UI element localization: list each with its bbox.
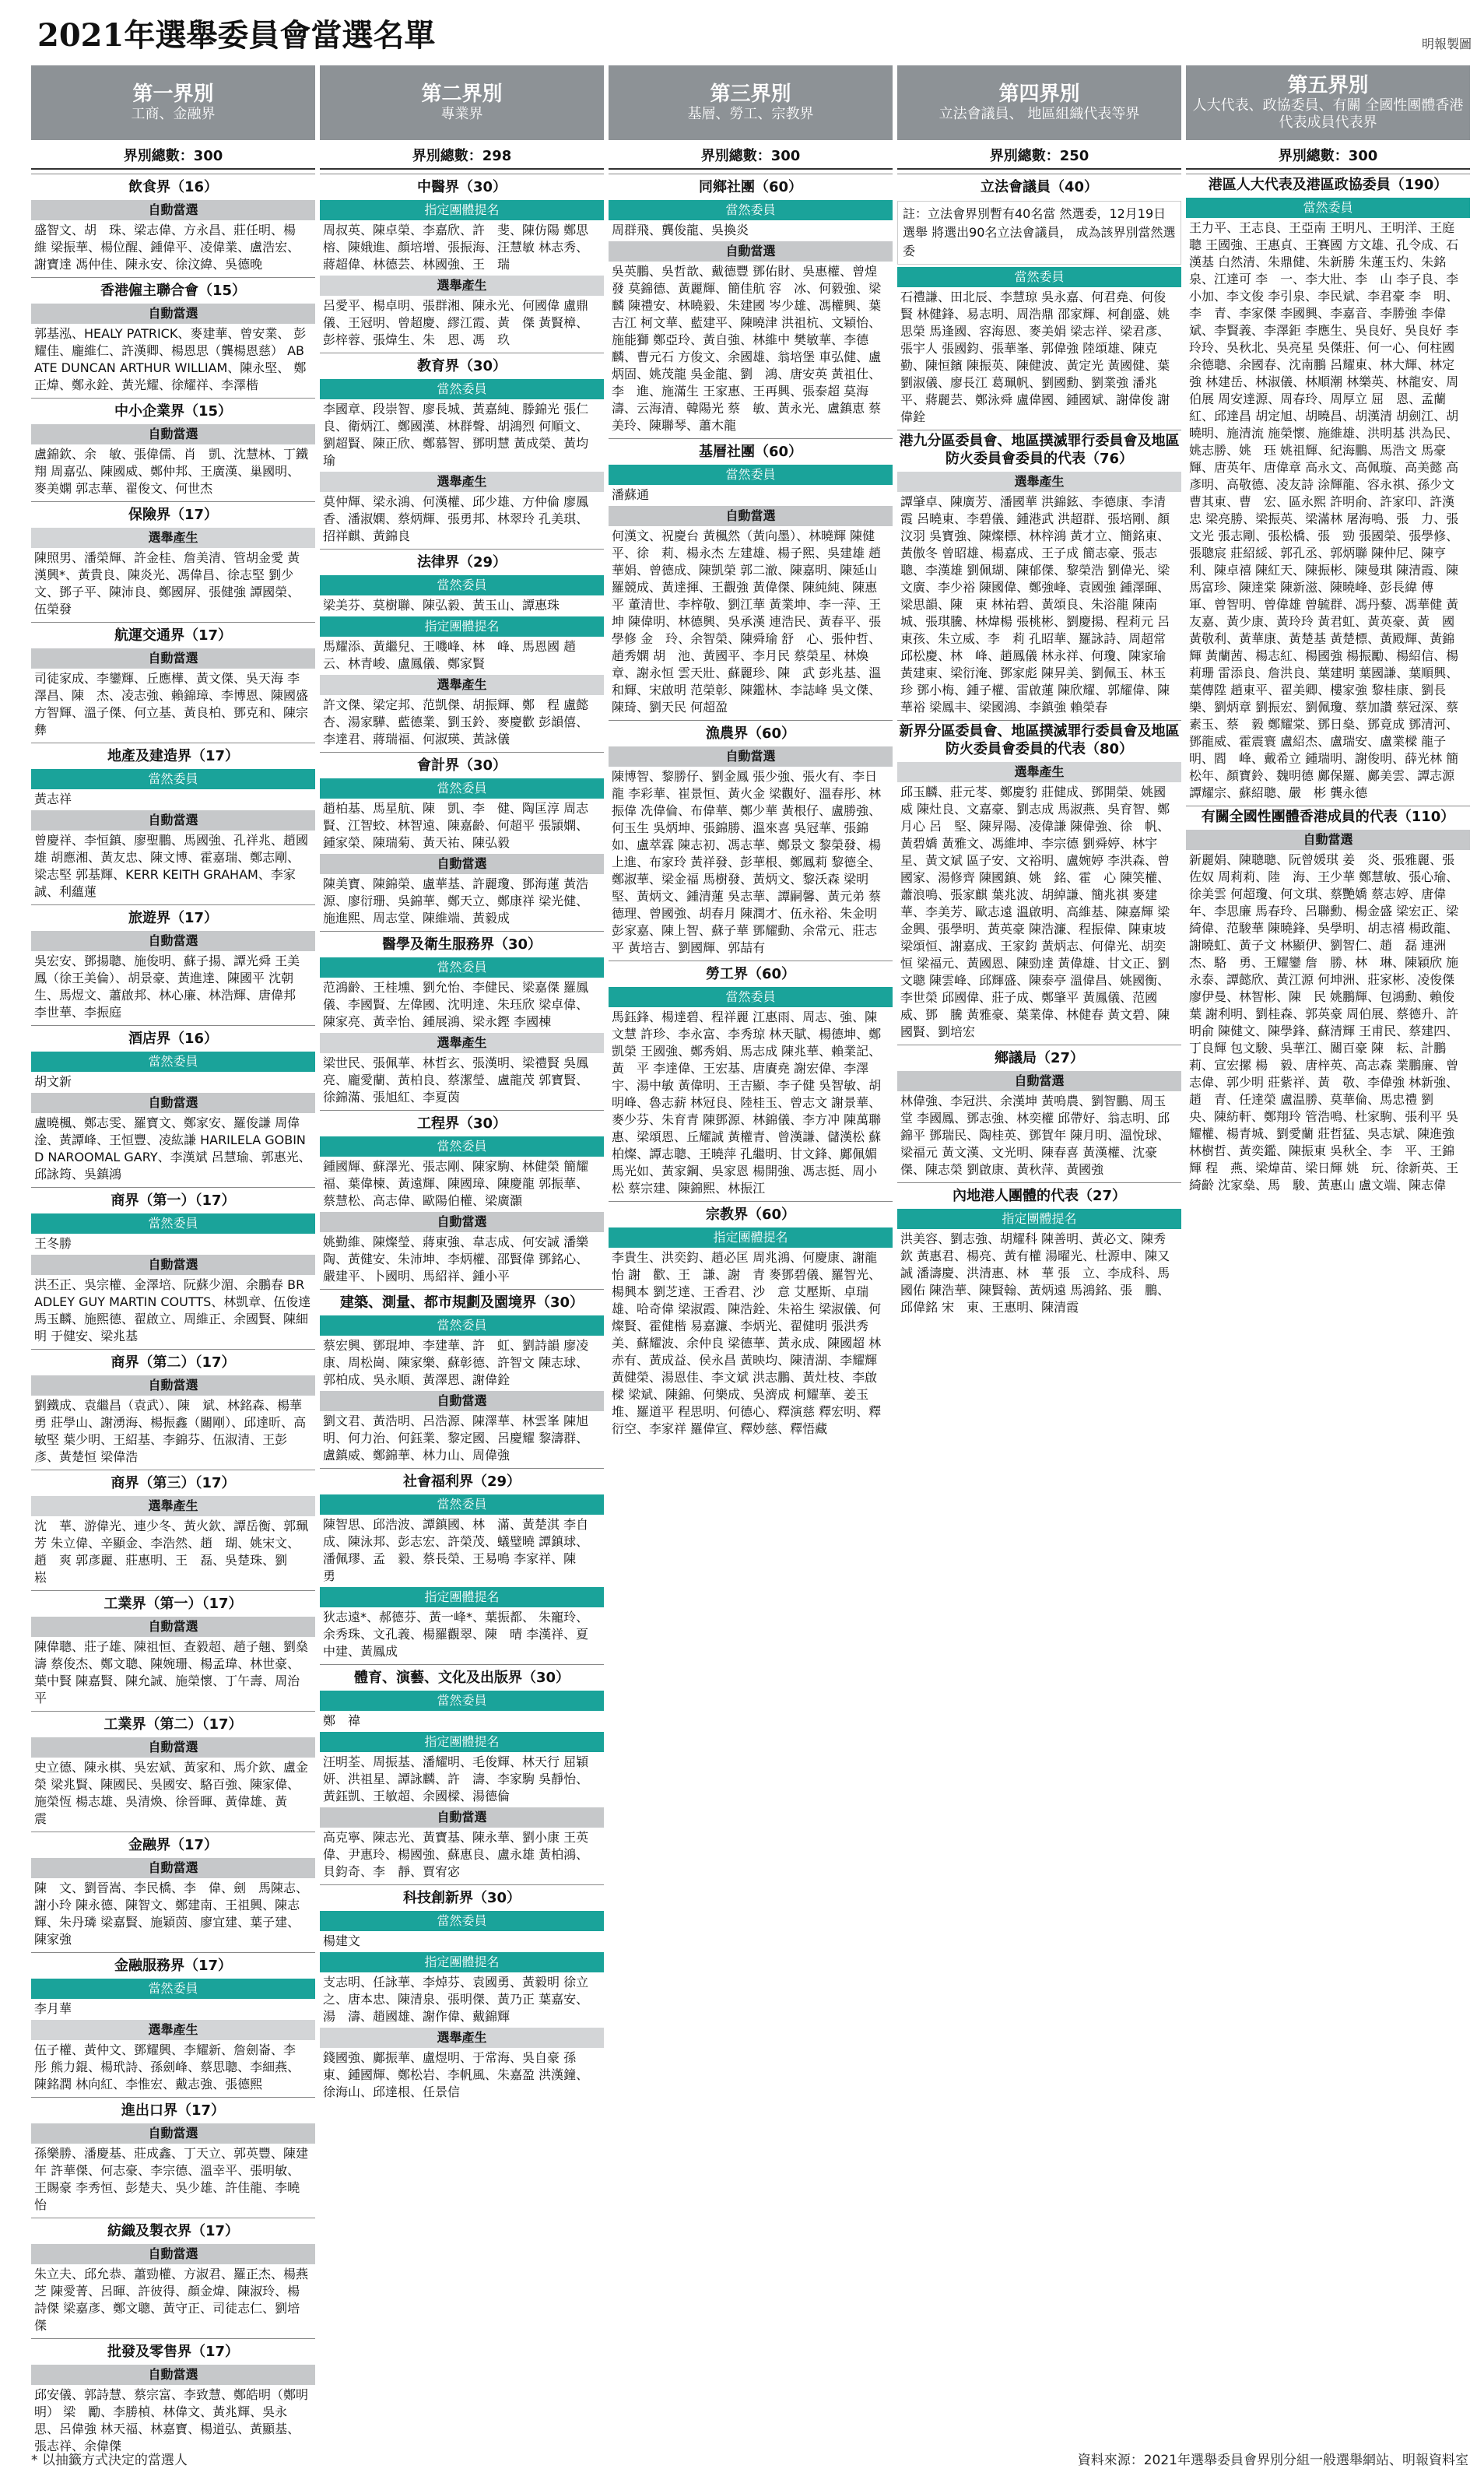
member-names: 呂愛平、楊卓明、張群湘、陳永光、何國偉 盧鼎儀、王冠明、曾超慶、繆江霞、黃 傑 黃賢樟、彭梓蓉、張煒生、朱 恩、馮 玖 (323, 298, 589, 347)
sector-heading: 中小企業界（15） (31, 398, 315, 422)
sector-heading: 會計界（30） (320, 752, 604, 776)
sector-heading: 航運交通界（17） (31, 622, 315, 646)
member-type-label: 自動當選 (320, 1807, 604, 1828)
column-header (897, 65, 1181, 140)
member-type-label: 當然委員 (897, 267, 1181, 287)
sector-heading: 工業界（第二）（17） (31, 1711, 315, 1735)
member-names: 盧曉楓、鄭志雯、羅寶文、鄭家安、羅俊謙 周偉淦、黃譚峰、王恒豐、凌紘謙 HARILELA GOBIND NAROOMAL GARY、李漢斌 呂慧瑜、郭惠光、邱詠筠、吳鎮鴻 (34, 1115, 311, 1182)
member-type-label: 自動當選 (609, 746, 893, 767)
sector-heading: 商界（第三）（17） (31, 1470, 315, 1494)
sector-note: 註：立法會界別暫有40名當 然選委，12月19日選舉 將選出90名立法會議員， 成為該界別當然選委 (897, 201, 1181, 265)
member-type-label: 當然委員 (609, 465, 893, 485)
member-type-label: 當然委員 (320, 575, 604, 595)
member-names: 邱安儀、郭詩慧、蔡宗富、李致慧、鄭皓明（鄭明明） 梁 勵、李勝楨、林偉文、黃兆輝、吳永思、呂偉強 林天福、林嘉寶、楊道弘、黃顯基、張志祥、余偉傑 (34, 2387, 309, 2453)
member-names: 新麗娟、陳聰聰、阮曾媛琪 姜 炎、張雅麗、張佐奴 周莉莉、陸 海、王少華 鄭慧敏、張心瑜、徐美雲 何超瓊、何文琪、蔡艷嬌 蔡志婷、唐偉年、李思廉 馬春玲、呂聯勳、楊金盛 梁宏正、梁綺偉、范駿華 陳曉鋒、吳學明、胡志禧 楊政龍、謝曉虹、黃子文 林顯伊、劉智仁、趙 磊 連洲杰、駱 勇、王耀鑾 詹 勝、林 琳、陳穎欣 施永泰、譚懿欣、黃江源 何坤洲、莊家彬、凌俊傑 廖伊曼、林智彬、陳 民 姚鵬輝、包鴻勳、賴俊葉 謝利明、劉桂森、郭英豪 周伯展、蔡德升、許明俞 陳健文、陳學鋒、蘇清輝 王甫民、蔡建四、丁良輝 包文駿、吳華江、關百豪 陳 耘、計鵬莉、宣宏摞 楊 毅、唐梓英、高志森 業鵬廉、曾志偉、郭少明 莊紫祥、黃 敬、李偉強 林新強、趙 青、任達榮 盧温勝、莫華倫、馬忠禮 劉 央、陳紡軒、鄭翔玲 管浩鳴、杜家駒、張利平 吳耀權、楊青城、劉愛蘭 莊哲猛、吳志斌、陳進強 林樹哲、黃奕鑑、陳振東 吳秋全、李 平、王錦輝 程 燕、梁煒苗、梁日輝 姚 玩、徐新英、王綺齡 沈家燊、馬 駿、黃惠山 盧文端、陳志偉 (1189, 852, 1459, 1192)
sector-heading: 有關全國性團體香港成員的代表（110） (1186, 806, 1470, 827)
member-names: 梁美芬、莫樹聯、陳弘毅、黃玉山、譚惠珠 (323, 598, 560, 613)
sector-heading: 立法會議員（40） (897, 174, 1181, 198)
member-type-label: 自動當選 (31, 1255, 315, 1275)
sector-heading: 進出口界（17） (31, 2097, 315, 2121)
member-type-label: 自動當選 (31, 1093, 315, 1113)
member-names: 陳 文、劉晉嵩、李民橋、李 偉、劍 馬陳志、謝小玲 陳永德、陳智文、鄭建南、王祖興、陳志輝、朱丹璘 梁嘉賢、施穎茵、廖宜建、葉子建、陳家強 (34, 1881, 309, 1947)
sector-heading: 保險界（17） (31, 501, 315, 525)
member-type-label: 自動當選 (31, 2244, 315, 2264)
member-names: 蔡宏興、鄧琨坤、李建華、許 虹、劉詩韻 廖凌康、周松崗、陳家樂、蘇彰德、許智文 陳志球、郭柏成、吳永順、黃澤恩、謝偉銓 (323, 1338, 589, 1387)
member-names: 史立德、陳永棋、吳宏斌、黃家和、馬介欽、盧金榮 梁兆賢、陳國民、吳國安、駱百強、陳家偉、施榮恆 楊志雄、吳清煥、徐晉暉、黃偉雄、黃 震 (34, 1760, 309, 1826)
sector-heading: 法律界（29） (320, 549, 604, 573)
sector-heading: 港九分區委員會、地區撲滅罪行委員會及地區防火委員會委員的代表（76） (897, 430, 1181, 469)
member-names: 李國章、段崇智、廖長城、黃嘉純、滕錦光 張仁良、衛炳江、鄭國漢、林群聲、胡鴻烈 何順文、劉超賢、陳正欣、鄭慕智、鄧明慧 黃成榮、黃均瑜 (323, 402, 589, 468)
sector-heading: 金融服務界（17） (31, 1952, 315, 1976)
member-names: 馬鈺鋒、楊達碧、程祥麗 江惠雨、周志、強、陳文慧 許珍、李永富、李秀琼 林天賦、楊德坤、鄭凱榮 王國強、鄭秀娟、馬志成 陳兆華、賴業記、黃 平 李達偉、王宏基、唐賡堯 謝宏偉、李澤宇、湯中敏 黃偉明、王吉顯、李子健 吳智敏、胡明峰、魯志薪 林冠良、陸桂玉、曾志文 謝景華、麥少芬、朱育青 陳鄧源、林錦儀、李方冲 陳萬聯惠、梁頌恩、丘耀誠 黃權青、曾漢謙、儲漢松 蘇柏燦、譚志聰、王曉萍 孔繼明、甘文鋒、鄺佩媚 馬光如、黃家鋼、吳家恩 楊開強、馮志挺、周小松 蔡宗建、陳錦熙、林振江 (612, 1010, 882, 1196)
member-names: 狄志遠*、郝德芬、黃一峰*、葉振都、 朱寵玲、余秀珠、文孔義、楊羅觀翠、陳 晴 李漢祥、夏中建、黃鳳成 (323, 1610, 589, 1659)
member-type-label: 自動當選 (320, 1212, 604, 1232)
member-names: 吳英鵬、吳哲歆、戴德豐 鄧佑財、吳惠權、曾煌發 莫錦德、黃麗輝、簡佳航 容 冰、何毅強、梁 麟 陳禮安、林曉毅、朱建國 岑少雄、馮權興、葉吉江 柯文華、藍建平、陳曉津 洪祖杭、文穎怡、施能獅 鄭亞玲、黃自強、林維中 樊敏華、李德麟、曹元石 方俊文、余國雄、翁培堡 車弘健、盧炳固、姚茂龍 吳金龍、劉 鴻、唐安英 黃祖仕、李 進、施滿生 王家惠、王再興、張泰超 莫海濤、云海清、韓陽光 蔡 敏、黃永光、盧鎮恵 蔡美玲、陳聯琴、蕭木龍 (612, 264, 894, 433)
sector-heading: 中醫界（30） (320, 174, 604, 198)
member-type-label: 選舉產生 (320, 472, 604, 492)
member-type-label: 當然委員 (609, 987, 893, 1007)
sector-heading: 內地港人團體的代表（27） (897, 1182, 1181, 1206)
member-names: 沈 華、游偉光、連少冬、黃火欽、譚岳衡、郭珮芳 朱立偉、辛顯金、李浩然、趙 瑚、姚宋文、趙 爽 郭彥麗、莊惠明、王 磊、吳楚珠、劉 崧 (34, 1519, 309, 1585)
member-type-label: 選舉產生 (320, 675, 604, 695)
sector-heading: 醫學及衛生服務界（30） (320, 931, 604, 955)
member-names: 盧錦欽、余 敏、張偉儒、肖 凱、沈慧林、丁鐵翔 周嘉弘、陳國威、鄭仲邦、王廣漢、巢國明、麥美嫻 郭志華、翟俊文、何世杰 (34, 447, 309, 496)
member-names: 曾慶祥、李恒鎮、廖聖鵬、馬國強、孔祥兆、趙國雄 胡應湘、黃友忠、陳文博、霍嘉瑞、鄭志剛、梁志堅 郭基輝、KERR KEITH GRAHAM、李家誠、利蘊蓮 (34, 833, 309, 899)
sector-heading: 紡織及製衣界（17） (31, 2218, 315, 2242)
member-type-label: 自動當選 (31, 1858, 315, 1878)
sector-heading: 新界分區委員會、地區撲滅罪行委員會及地區防火委員會委員的代表（80） (897, 720, 1181, 760)
member-type-label: 自動當選 (31, 2365, 315, 2385)
column-name: 第一界別 (132, 83, 214, 106)
member-type-label: 自動當選 (31, 304, 315, 324)
sector-heading: 體育、演藝、文化及出版界（30） (320, 1664, 604, 1688)
member-type-label: 當然委員 (31, 769, 315, 789)
member-type-label: 自動當選 (320, 854, 604, 874)
columns-container (31, 65, 1471, 2453)
sector-heading: 商界（第一）（17） (31, 1187, 315, 1211)
column-total: 界別總數：300 (1186, 140, 1470, 170)
member-type-label: 當然委員 (320, 379, 604, 399)
sector-heading: 教育界（30） (320, 353, 604, 377)
member-names: 姚勤維、陳燦瑩、蔣東強、韋志成、何安誠 潘樂陶、黃健安、朱沛坤、李炳權、邵賢偉 鄧銘心、嚴建平、卜國明、馬紹祥、鍾小平 (323, 1234, 589, 1284)
member-names: 陳美寶、陳錦榮、盧華基、許麗瓊、鄧海蓮 黃浩源、廖衍珊、吳錦華、鄭天立、鄭康祥 梁光健、施進熙、周志堂、陳維端、黃毅成 (323, 876, 589, 925)
member-names: 莫仲輝、梁永鴻、何漢權、邱少雄、方仲倫 廖鳳香、潘淑嫻、蔡炳輝、張勇邦、林翠玲 孔美琪、招祥麒、黃錦良 (323, 494, 589, 543)
sector-heading: 批發及零售界（17） (31, 2338, 315, 2362)
member-type-label: 當然委員 (609, 200, 893, 220)
sector-heading: 商界（第二）（17） (31, 1349, 315, 1373)
column-name: 第四界別 (998, 83, 1080, 106)
member-type-label: 當然委員 (320, 1315, 604, 1336)
member-names: 陳偉聰、莊子雄、陳祖恒、查毅超、趙子翹、劉燊濤 蔡俊杰、鄭文聰、陳婉珊、楊孟瑋、林世豪、葉中賢 陳嘉賢、陳允誠、施榮懷、丁午壽、周治平 (34, 1639, 309, 1705)
column-total: 界別總數：250 (897, 140, 1181, 170)
column-subtitle: 專業界 (440, 106, 483, 122)
column-name: 第五界別 (1287, 74, 1369, 97)
member-type-label: 選舉產生 (31, 2020, 315, 2040)
member-type-label: 自動當選 (31, 648, 315, 669)
column-1 (31, 65, 315, 2453)
member-type-label: 指定團體提名 (320, 1587, 604, 1607)
member-names: 汪明荃、周振基、潘耀明、毛俊輝、林天行 屈穎妍、洪祖星、譚詠麟、許 濤、李家駒 吳靜怡、黃鈺凱、王敏超、余國樑、湯德倫 (323, 1754, 589, 1803)
member-names: 陳照男、潘榮輝、許金桂、詹美清、管胡金愛 黃漢興*、黃貴良、陳炎光、馮偉昌、徐志堅 劉少文、鄧子平、陳沛良、鄭國屏、張健強 譚國榮、伍榮發 (34, 550, 300, 616)
member-type-label: 當然委員 (320, 1691, 604, 1711)
member-type-label: 指定團體提名 (897, 1209, 1181, 1229)
member-type-label: 選舉產生 (31, 528, 315, 548)
member-type-label: 選舉產生 (320, 1033, 604, 1053)
sector-heading: 港區人大代表及港區政協委員（190） (1186, 174, 1470, 195)
sector-heading: 金融界（17） (31, 1832, 315, 1856)
member-names: 胡文新 (34, 1074, 72, 1089)
member-type-label: 指定團體提名 (320, 616, 604, 637)
member-type-label: 自動當選 (31, 424, 315, 444)
member-type-label: 當然委員 (320, 778, 604, 799)
credit: 明報製圖 (1421, 37, 1472, 51)
member-type-label: 指定團體提名 (320, 200, 604, 220)
member-type-label: 自動當選 (31, 1737, 315, 1758)
member-type-label: 當然委員 (31, 1213, 315, 1234)
member-names: 趙柏基、馬星航、陳 凱、李 健、陶匡淳 周志賢、江智蛟、林智遠、陳嘉齡、何超平 張頴嫻、鍾家榮、陳瑞菊、黃天祐、陳弘毅 (323, 801, 589, 850)
member-names: 何漢文、祝慶台 黃楓然（黃向墨）、林曉輝 陳健平、徐 莉、楊永杰 左建雄、楊子熙、吳建雄 趙華娟、曾德成、陳凱榮 郭二澈、陳嘉明、陳延山 羅競成、黃達揮、王觀強 黃偉傑、陳純純、陳惠平 董清世、李梓敬、劉江華 黃業坤、李一萍、王 坤 陳偉明、林德興、吳承漢 連浩民、黃春平、張學修 金 玲、余智榮、陳舜瑜 舒 心、張仲哲、趙秀嫻 胡 池、黃國平、李月民 蔡榮星、林煥章、謝永恒 雲天壯、蘇麗珍、陳 武 彭兆基、溫和輝、宋啟明 范榮彰、陳鑑林、李誌峰 吳文傑、陳琦、劉天民 何超盈 (612, 529, 894, 715)
member-type-label: 自動當選 (1186, 830, 1470, 850)
sector-heading: 酒店界（16） (31, 1025, 315, 1049)
member-names: 楊建文 (323, 1933, 361, 1948)
column-total: 界別總數：298 (320, 140, 604, 170)
member-names: 范鴻齡、王桂壎、劉允怡、李健民、梁嘉傑 羅鳳儀、李國賢、左偉國、沈明達、朱珏欣 梁卓偉、陳家亮、黃幸怡、鍾展鴻、梁永鏗 李國棟 (323, 980, 589, 1029)
column-header (320, 65, 604, 140)
column-name: 第二界別 (421, 83, 503, 106)
member-type-label: 自動當選 (31, 200, 315, 220)
member-names: 盛智文、胡 珠、梁志偉、方永昌、莊任明、楊 維 梁振華、楊位醒、鍾偉平、凌偉業、盧浩宏、謝寶達 馮仲佳、陳永安、徐汶緯、吳德晚 (34, 223, 309, 272)
member-type-label: 自動當選 (31, 931, 315, 951)
column-5 (1186, 65, 1470, 2432)
footnote: * 以抽籤方式決定的當選人 (31, 2453, 188, 2468)
member-names: 洪丕正、吳宗權、金澤培、阮蘇少湄、余鵬春 BRADLEY GUY MARTIN COUTTS、林凱章、伍俊達 馬玉麟、施熙德、翟啟立、周維正、余國賢、陳細明 于健安、梁兆基 (34, 1277, 311, 1343)
member-type-label: 選舉產生 (31, 1496, 315, 1516)
member-type-label: 自動當選 (320, 1391, 604, 1411)
sector-heading: 香港僱主聯合會（15） (31, 277, 315, 301)
member-names: 陳博智、黎勝仔、劉金鳳 張少強、張火有、李日龍 李彩華、崔景恒、黃火金 梁觀好、溫春彤、林振偉 冼偉倫、布偉華、鄭少華 黃根仔、盧勝強、何玉生 吳炳坤、張錦勝、溫來喜 吳冠華、張錦如、盧萃霖 陳志初、馮志華、鄭景文 黎榮發、楊上進、布家玲 黃祥發、彭華根、鄭鳳莉 黎德全、鄭淑華、梁金福 馬樹發、黃炳文、黎沃森 梁明堅、黃炳文、鍾清蓮 吳志華、譚嗣馨、黃元弟 蔡德理、曾國強、胡春月 陳潤才、伍永裕、朱金明 彭家嘉、陳上智、蘇子華 鄧耀動、余常元、莊志平 黃培吉、劉國輝、郭喆有 (612, 769, 882, 955)
sector-heading: 基層社團（60） (609, 438, 893, 462)
source-note: 資料來源：2021年選舉委員會界別分組一般選舉網站、明報資料室 (1077, 2453, 1468, 2468)
member-names: 周叔英、陳卓榮、李嘉欣、許 斐、陳仿陽 鄭思榕、陳娥進、顏培增、張振海、汪慧敏 林志秀、蔣超偉、林德芸、林國強、王 瑞 (323, 223, 589, 272)
member-names: 石禮謙、田北辰、李慧琼 吳永嘉、何君堯、何俊賢 林健鋒、易志明、周浩鼎 邵家輝、柯創盛、姚思榮 馬逢國、容海恩、麥美娟 梁志祥、梁君彥、張宇人 張國鈞、張華峯、郭偉強 陸頌雄、陳克勤、陳恒鑌 陳振英、陳健波、黃定光 黃國健、葉劉淑儀、廖長江 葛珮帆、劉國勳、劉業強 潘兆平、蔣麗芸、鄭泳舜 盧偉國、鍾國斌、謝偉俊 謝偉銓 (900, 290, 1170, 424)
sector-heading: 建築、測量、都市規劃及園境界（30） (320, 1289, 604, 1313)
member-names: 鍾國輝、蘇澤光、張志剛、陳家駒、林健榮 簡耀福、葉偉楝、黃遠輝、陳國璋、陳慶龍 郭振華、蔡慧松、高志偉、歐陽伯權、梁廣灝 (323, 1159, 589, 1208)
page-title: 2021年選舉委員會當選名單 (37, 17, 436, 54)
member-names: 孫樂勝、潘慶基、莊成鑫、丁天立、郭英豐、陳建年 許華傑、何志豪、李宗德、溫幸平、張明敏、王賜豪 李秀恒、彭楚夫、吳少雄、許佳龍、李曉怡 (34, 2146, 309, 2212)
column-subtitle: 工商、金融界 (131, 106, 216, 122)
member-names: 高克寧、陳志光、黃寶基、陳永華、劉小康 王英偉、尹惠玲、楊國強、蘇惠良、盧永雄 黃柏鴻、貝鈞奇、李 靜、賈宥宓 (323, 1830, 589, 1879)
member-names: 劉鐵成、袁繼昌（袁武）、陳 斌、林銘森、楊華勇 莊學山、謝湧海、楊振鑫（關剛）、邱達昕、高敏堅 葉少明、王紹基、李錦芬、伍淑清、王彭彥、黃楚恒 梁偉浩 (34, 1398, 307, 1464)
column-subtitle: 立法會議員、 地區組織代表等界 (938, 106, 1140, 122)
member-type-label: 指定團體提名 (320, 1952, 604, 1972)
member-names: 邱玉麟、莊元苳、鄭慶豹 莊健成、鄧開榮、姚國威 陳灶良、文嘉豪、劉志成 馬淑燕、吳育智、鄭月心 呂 堅、陳昇陽、凌偉謙 陳偉強、徐 帆、黃碧嬌 黃雅文、馮維坤、李宗德 劉舜婷、林宇星、黃文斌 區子安、文裕明、盧婉婷 李洪森、曾國家、湯修齊 陳國鎮、姚 銘、霍 心 陳笑權、蕭浪鳴、張家麒 葉兆波、胡綽謙、簡兆祺 麥建華、李美芳、歐志遠 溫啟明、高維基、陳嘉輝 梁金興、張學明、黃英豪 陳浩濂、程振偉、陳東坡 梁頌恒、謝嘉成、王家鈞 黃炳志、何偉光、胡奕恒 梁福元、黃國恩、陳勁達 黃偉雄、甘文正、劉文聰 陳雲峰、邱輝盛、陳泰亭 溫偉昌、姚國衡、李世榮 邱國偉、莊子成、鄭肇平 黃鳳儀、范國威、鄧 騰 黃雅豪、葉業偉、林健春 黃文碧、陳國賢、劉培宏 (900, 785, 1170, 1039)
member-names: 朱立夫、邱允恭、蕭勁權、方淑君、羅正杰、楊燕芝 陳愛菁、呂暉、許彼得、顏金煒、陳淑玲、楊詩傑 梁嘉彥、鄭文聰、黃守正、司徒志仁、劉培傑 (34, 2267, 309, 2333)
member-type-label: 當然委員 (320, 1136, 604, 1157)
column-header (31, 65, 315, 140)
member-names: 馬耀添、黃繼兒、王嘰峰、林 峰、馬恩國 趙 云、林青峻、盧鳳儀、鄭家賢 (323, 639, 589, 671)
column-4 (897, 65, 1181, 2432)
member-type-label: 選舉產生 (320, 276, 604, 296)
sector-heading: 工業界（第一）（17） (31, 1590, 315, 1614)
member-names: 王冬勝 (34, 1236, 72, 1251)
column-3 (609, 65, 893, 2432)
sector-heading: 鄉議局（27） (897, 1045, 1181, 1069)
sector-heading: 科技創新界（30） (320, 1884, 604, 1909)
column-subtitle: 基層、勞工、宗教界 (687, 106, 814, 122)
column-total: 界別總數：300 (31, 140, 315, 170)
column-total: 界別總數：300 (609, 140, 893, 170)
column-header (609, 65, 893, 140)
sector-heading: 地產及建造界（17） (31, 743, 315, 767)
sector-heading: 漁農界（60） (609, 720, 893, 744)
member-type-label: 當然委員 (1186, 198, 1470, 218)
member-type-label: 自動當選 (31, 810, 315, 831)
member-type-label: 當然委員 (31, 1052, 315, 1072)
sector-heading: 勞工界（60） (609, 961, 893, 985)
column-name: 第三界別 (710, 83, 791, 106)
sector-heading: 同鄉社團（60） (609, 174, 893, 198)
member-names: 梁世民、張佩華、林哲玄、張漢明、梁禮賢 吳鳳亮、龐愛蘭、黃柏良、蔡潔瑩、盧龍茂 郭寶賢、徐錦滿、張旭紅、李夏茵 (323, 1055, 589, 1105)
member-names: 李貴生、洪奕鈞、趙必匡 周兆鴻、何慶康、謝龍怡 謝 歡、王 謙、謝 青 麥鄧碧儀、羅智光、楊興本 劉芝達、王香君、沙 意 艾壓斯、卓瑞雄、哈奇偉 梁淑霞、陳浩銓、朱裕生 梁淑儀、何燦賢、霍健楷 易嘉濂、李炳光、翟健明 張洪秀美、蘇耀波、余仲良 梁德華、黃永成、陳國超 林赤有、黃成益、侯永昌 黃映均、陳清湖、李耀輝 黃健榮、湯恩佳、李文斌 洪志鵬、黃灶枝、李啟樑 梁斌、陳錦、何樂成、吳濟成 柯耀華、姜玉堆、羅道平 程思明、何德心、釋演慈 釋宏明、釋衍空、李家祥 羅偉宣、釋妙慈、釋悟藏 (612, 1250, 882, 1436)
column-subtitle: 人大代表、政協委員、有關 全國性團體香港代表成員代表界 (1192, 97, 1464, 131)
member-names: 譚肇卓、陳廣芳、潘國華 洪錦鉉、李德康、李清霞 呂曉東、李碧儀、鍾港武 洪超群、張培剛、顏汶羽 吳寶強、陳燦標、林梓鴻 黃才立、簡銘東、黃傲冬 曾昭雄、楊嘉成、王子成 簡志豪、張志聰、李漢雄 劉佩瑚、陳郁傑、黎榮浩 劉偉光、梁文廣、李少裕 陳國偉、鄭強峰、袁國強 鍾澤暉、梁思韻、陳 東 林祐碧、黃頌良、朱浴龍 陳南城、張琪騰、林煒楊 張桃彬、劉慶揚、程莉元 呂東孩、朱立威、李 莉 孔昭華、羅詠詩、周超常 邱松慶、林 峰、趙鳳儀 林永祥、何瓊、陳家瑜 黃建東、梁衍淹、鄧家彪 陳昇美、劉佩玉、林玉珍 鄧小梅、鍾子權、雷啟蓮 陳欣耀、郭耀偉、陳華裕 梁鳳丰、梁國鴻、李鎮強 賴榮春 (900, 494, 1170, 715)
member-type-label: 選舉產生 (897, 762, 1181, 782)
member-type-label: 自動當選 (31, 2123, 315, 2144)
member-names: 黃志祥 (34, 792, 72, 806)
member-type-label: 當然委員 (320, 1911, 604, 1931)
sector-heading: 宗教界（60） (609, 1201, 893, 1225)
member-type-label: 自動當選 (31, 1375, 315, 1396)
member-type-label: 選舉產生 (897, 472, 1181, 492)
member-type-label: 選舉產生 (320, 2028, 604, 2048)
member-names: 劉文君、黃浩明、呂浩源、陳澤華、林雲峯 陳旭明、何力治、何鈺業、黎定國、呂慶耀 黎濤群、盧鎮威、鄭錦華、林力山、周偉強 (323, 1414, 589, 1463)
member-names: 洪美容、劉志強、胡耀科 陳善明、黃必文、陳秀欽 黃惠君、楊亮、黃有權 湯曜光、杜源申、陳又誠 潘濤慶、洪清惠、林 華 張 立、李成科、馬國佑 陳浩華、陳賢翰、黃炳遠 馬鴻銘、張 鵬、邱偉銘 宋 東、王惠明、陳清霞 (900, 1231, 1170, 1315)
member-names: 郭基泓、HEALY PATRICK、麥建華、曾安業、 彭耀佳、龐維仁、許漢卿、楊恩思（龔楊恩慈） ABATE DUNCAN ARTHUR WILLIAM、陳永堅、 鄭正煒、鄭永銓、黃光耀、徐耀祥、李澤楷 (34, 326, 307, 392)
member-names: 陳智思、邱浩波、譚鎮國、林 滿、黃楚淇 李自成、陳泳邦、彭志宏、許榮茂、蟻璧曉 譚鎮球、潘佩璆、孟 毅、蔡長榮、王易鳴 李家祥、陳 勇 (323, 1517, 589, 1583)
member-names: 錢國強、鄺振華、盧煜明、于常海、吳自豪 孫 東、鍾國輝、鄭松岩、李帆風、朱嘉盈 洪漢鐘、徐海山、邱達根、任景信 (323, 2050, 589, 2099)
member-names: 司徒家成、李鑾輝、丘應樺、黃文傑、吳天海 李澤昌、陳 杰、凌志強、賴錦璋、李博恩、陳國盛 方智輝、溫子傑、何立基、黃良柏、鄧克和、陳宗彝 (34, 671, 309, 737)
member-names: 許文傑、梁定邦、范凱傑、胡振輝、鄭 程 盧懿杏、湯家驊、藍德業、劉玉鈴、麥慶歡 彭韻僖、李達君、蔣瑞福、何淑瑛、黃詠儀 (323, 697, 589, 746)
member-type-label: 指定團體提名 (609, 1227, 893, 1248)
member-type-label: 自動當選 (609, 506, 893, 526)
sector-heading: 飲食界（16） (31, 174, 315, 198)
sector-heading: 旅遊界（17） (31, 904, 315, 929)
sector-heading: 工程界（30） (320, 1110, 604, 1134)
member-type-label: 當然委員 (320, 957, 604, 978)
sector-heading: 社會福利界（29） (320, 1468, 604, 1492)
column-2 (320, 65, 604, 2432)
member-names: 潘蘇通 (612, 487, 650, 502)
member-names: 吳宏安、鄧揚聰、施俊明、蘇子揚、譚光舜 王美鳳（徐王美倫）、胡景豪、黃進達、陳國平 沈朝生、馬煜文、蕭啟邦、林心廉、林浩輝、唐偉邦 李世華、李振庭 (34, 954, 300, 1020)
member-names: 伍子權、黃仲文、鄧耀興、李耀新、詹劍崙、李 彤 熊力錕、楊玳詩、孫劍峰、蔡思聰、李細燕、陳銘潤 林向紅、李惟宏、戴志強、張德熙 (34, 2042, 309, 2091)
member-names: 王力平、王志良、王亞南 王明凡、王明洋、王庭聰 王國強、王惠貞、王賽國 方文雄、孔令成、石漢基 白然清、朱鼎健、朱新勝 朱蓮玉灼、朱銘泉、江達可 李 一、李大壯、李 山 李子良、李小加、李文俊 李引泉、李民斌、李君豪 李 明、李 青、李家傑 李國興、李嘉音、李勝強 李偉斌、李賢義、李澤鉅 李應生、吳良好、吳良好 李玲玲、吳秋北、吳亮星 吳傑莊、何一心、何柱國 余德聰、余國春、沈南鵬 呂耀東、林大輝、林定強 林建岳、林淑儀、林順潮 林樂英、林龍安、周伯展 周安達源、周春玲、周厚立 屈 恩、孟蘭紅、邱達昌 胡定旭、胡曉昌、胡漢清 胡劍江、胡曉明、施清流 施榮懷、施維雄、洪明基 洪為民、姚志勝、姚 珏 姚祖輝、紀海鵬、馬浩文 馬豪輝、唐英年、唐偉章 高永文、高佩璇、高美懿 高彥明、高敬德、凌友詩 涂輝龍、容永祺、孫少文 曹其東、曹 宏、區永熙 許明俞、許家印、許漢忠 梁亮勝、梁振英、梁滿林 屠海鳴、張 力、張文光 張志剛、張松橋、張 勁 張國榮、張學修、張聰宸 莊紹綏、郭孔丞、郭炳聯 陳仲尼、陳亨利、陳卓禧 陳紅天、陳振彬、陳曼琪 陳清霞、陳馬富珍、陳達棠 陳新滋、陳曉峰、彭長緯 傅 軍、曾智明、曾偉雄 曾毓群、馮丹藜、馮華健 黃友嘉、黃少康、黃玲玲 黃君虹、黃英豪、黃 國 黃敬利、黃華康、黃楚基 黃楚標、黃殿輝、黃錦輝 黃蘭茜、楊志紅、楊國強 楊振勵、楊紹信、楊莉珊 雷添良、詹洪良、葉建明 葉國謙、葉順興、葉傳陞 趙東平、翟美卿、樓家強 黎桂康、劉長樂、劉炳章 劉振宏、劉佩瓊、蔡加讚 蔡冠深、蔡素玉、蔡 毅 鄭耀棠、鄧日燊、鄧竟成 鄧清河、鄧龍威、霍震寰 盧紹杰、盧瑞安、盧業樑 龍子明、閻 峰、戴希立 鍾瑞明、謝俊明、薛光林 簡松年、顏寶鈴、魏明德 鄺保羅、鄺美雲、譚志源 譚耀宗、蘇紹聰、嚴 彬 龔永德 (1189, 220, 1459, 800)
member-names: 李月華 (34, 2001, 72, 2016)
column-header (1186, 65, 1470, 140)
member-names: 鄭 禕 (323, 1713, 361, 1728)
member-names: 周群飛、龔俊龍、吳換炎 (612, 223, 749, 237)
member-names: 支志明、任詠華、李焯芬、袁國勇、黃毅明 徐立之、唐本忠、陳清泉、張明傑、黃乃正 葉嘉安、湯 濤、趙國雄、謝作偉、戴錦輝 (323, 1975, 589, 2024)
member-type-label: 指定團體提名 (320, 1732, 604, 1752)
member-type-label: 自動當選 (609, 241, 893, 262)
member-type-label: 自動當選 (897, 1071, 1181, 1091)
member-names: 林偉強、李冠洪、余漢坤 黃嗚農、劉智鵬、周玉堂 李國鳳、鄧志強、林奕權 邱帶好、翁志明、邱錦平 鄧瑞民、陶桂英、鄧賀年 陳月明、溫悅球、梁福元 黃文漢、文光明、陳春喜 黃漢權、沈豪傑、陳志榮 劉啟康、黃秋萍、黃國強 (900, 1094, 1170, 1177)
member-type-label: 當然委員 (31, 1979, 315, 1999)
member-type-label: 當然委員 (320, 1494, 604, 1515)
member-type-label: 自動當選 (31, 1617, 315, 1637)
